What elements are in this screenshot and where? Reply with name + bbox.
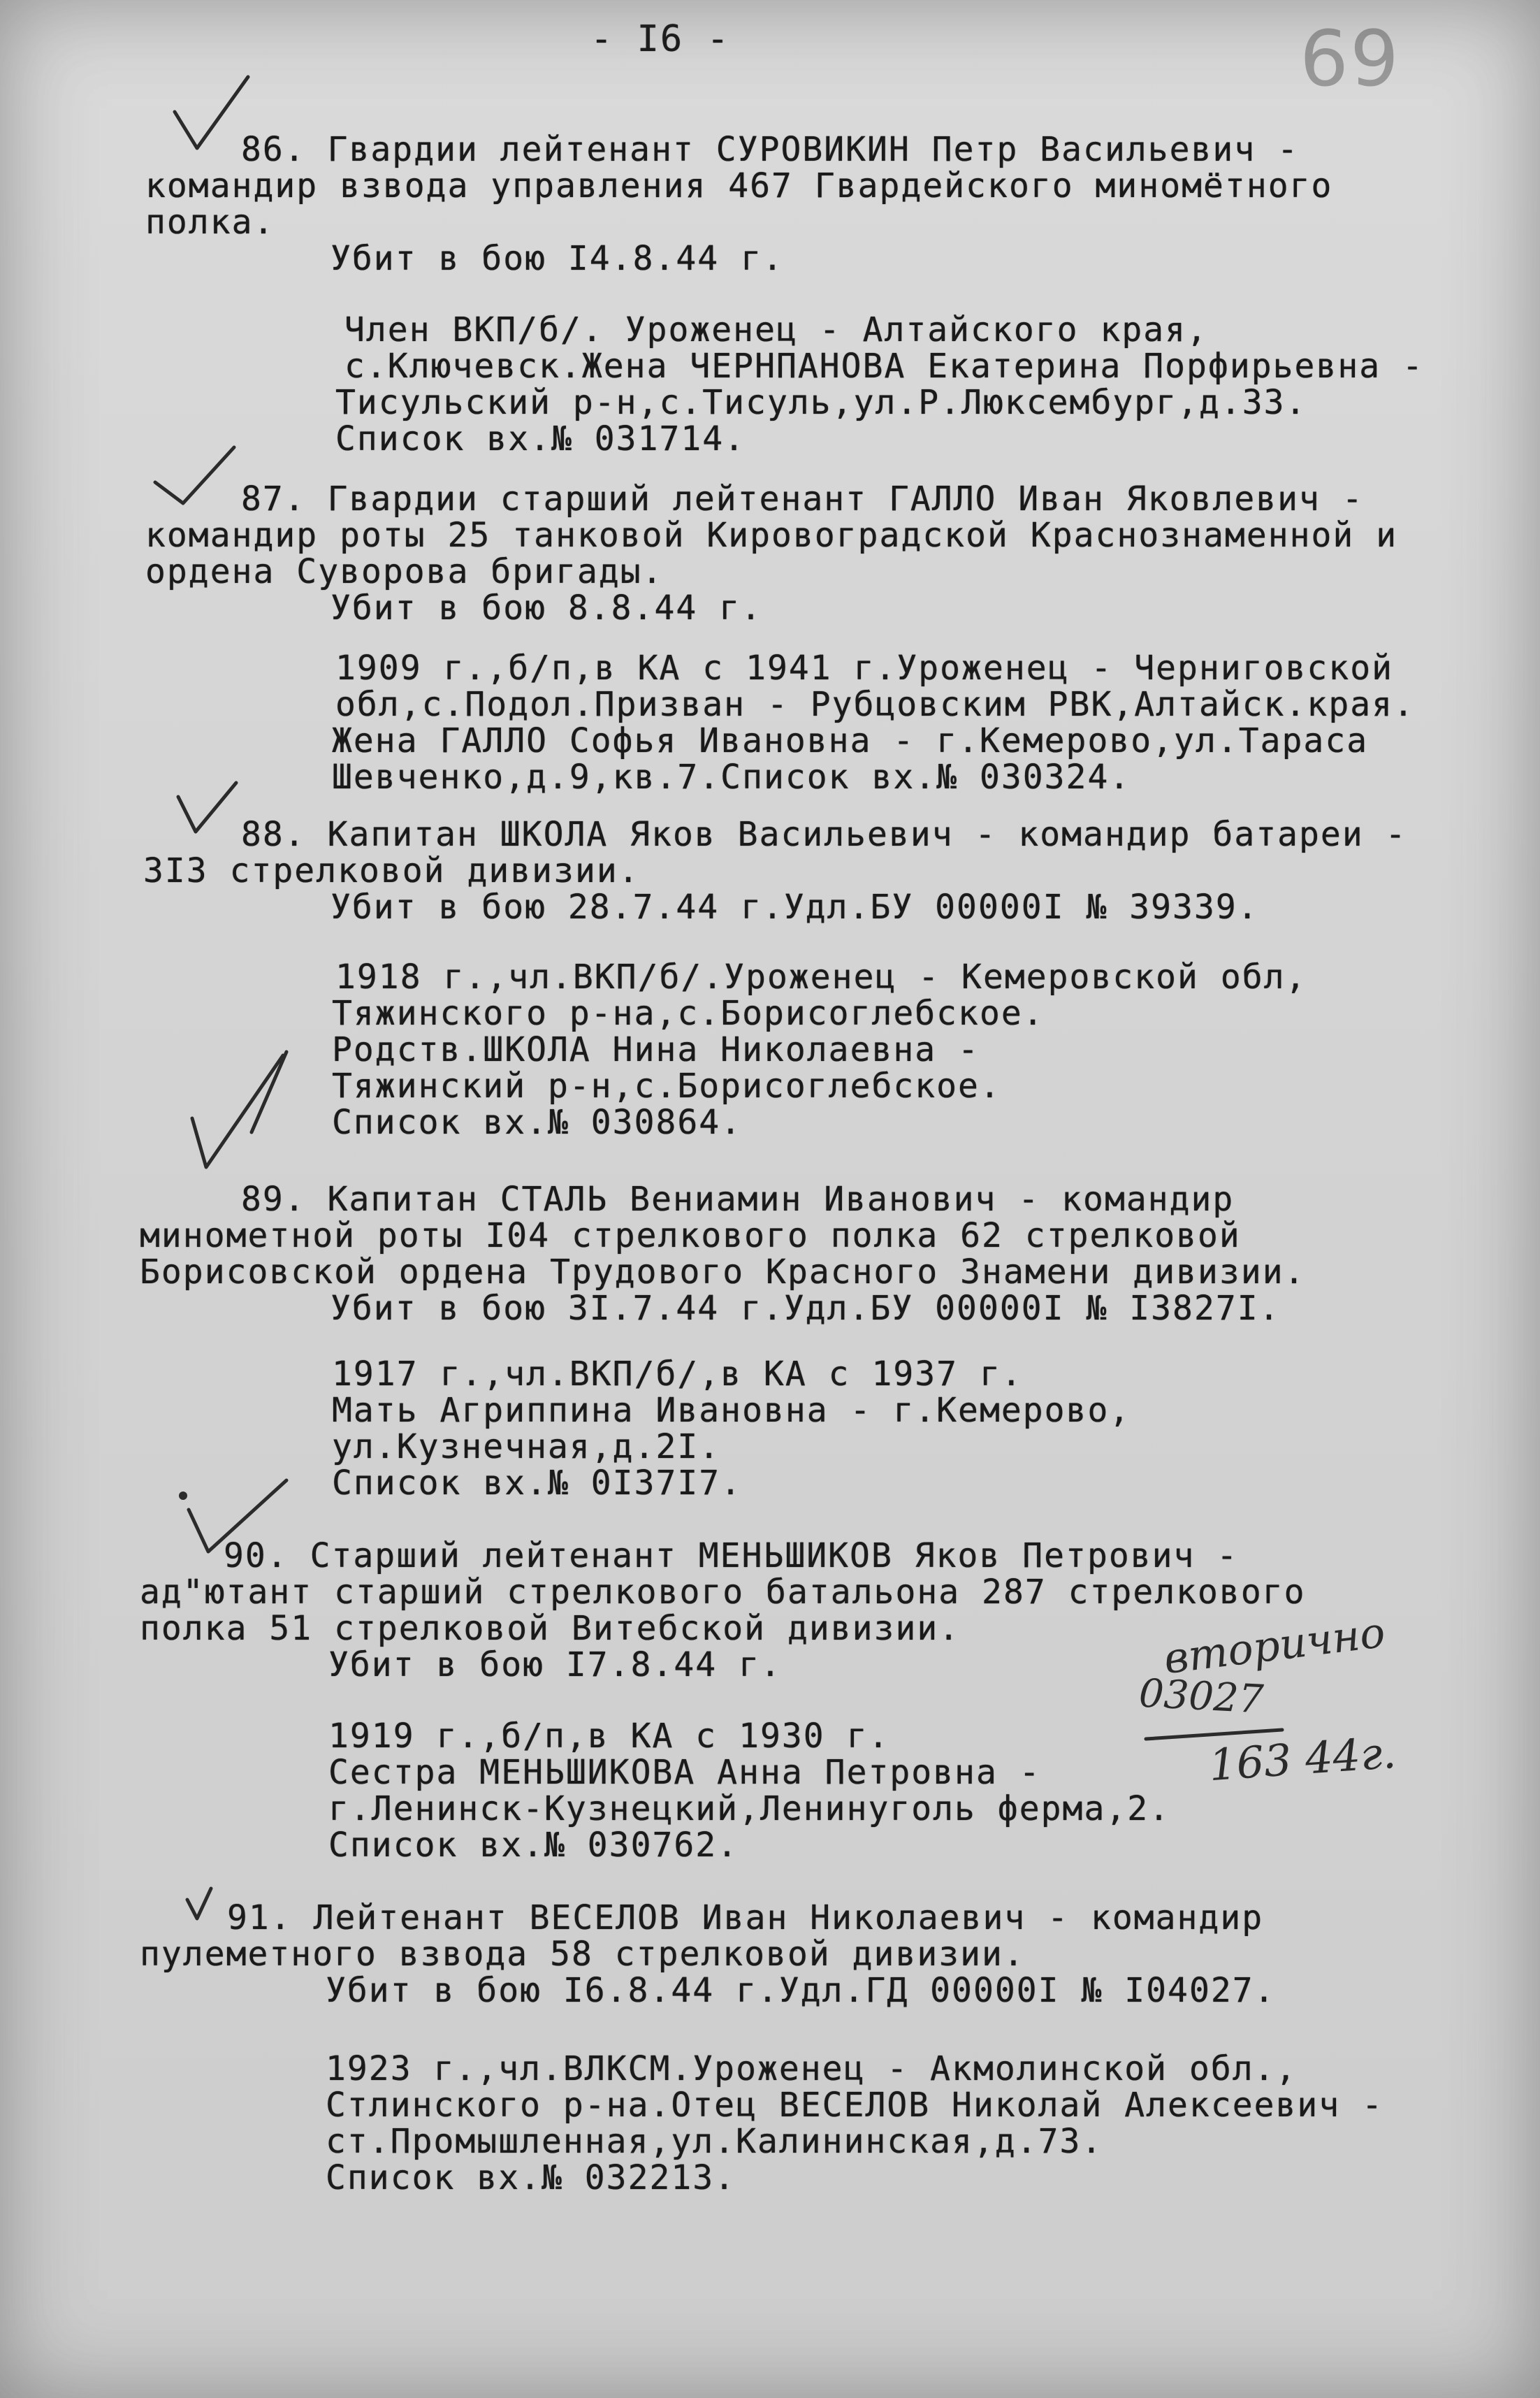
entry-87-line-4: Убит в бою 8.8.44 г. [330,588,762,628]
entry-90-line-7: г.Ленинск-Кузнецкий,Ленинуголь ферма,2. [328,1789,1171,1828]
entry-86-line-8: Список вх.№ 031714. [335,419,746,458]
entry-89-line-5: 1917 г.,чл.ВКП/б/,в КА с 1937 г. [332,1355,1023,1394]
entry-90-line-1: 90. Старший лейтенант МЕНЬШИКОВ Яков Петрович - [224,1536,1239,1575]
entry-89-line-2: минометной роты I04 стрелкового полка 62 стрелковой [140,1216,1241,1255]
entry-88-line-8: Список вх.№ 030864. [332,1103,743,1142]
check-mark-87 [155,447,234,503]
entry-89-line-6: Мать Агриппина Ивановна - г.Кемерово, [332,1391,1131,1430]
entry-91-line-1: 91. Лейтенант ВЕСЕЛОВ Иван Николаевич - командир [227,1898,1264,1937]
entry-89-line-8: Список вх.№ 0I37I7. [332,1464,743,1503]
page-number: - I6 - [590,18,730,60]
entry-87-line-6: обл,с.Подол.Призван - Рубцовским РВК,Алтайск.края. [335,685,1415,724]
archive-page-number: 69 [1300,14,1400,103]
check-mark-86 [175,77,248,148]
entry-90-line-5: 1919 г.,б/п,в КА с 1930 г. [328,1717,890,1756]
entry-87-line-7: Жена ГАЛЛО Софья Ивановна - г.Кемерово,ул.Тараса [332,721,1369,760]
entry-90-line-2: ад"ютант старший стрелкового батальона 287 стрелкового [140,1573,1306,1612]
entry-90-line-6: Сестра МЕНЬШИКОВА Анна Петровна - [328,1753,1041,1792]
check-mark-88 [178,783,236,832]
entry-88-line-5: Тяжинского р-на,с.Борисоглебское. [332,994,1045,1033]
entry-87-line-3: ордена Суворова бригады. [145,552,664,591]
entry-87-line-1: 87. Гвардии старший лейтенант ГАЛЛО Иван Яковлевич - [241,479,1364,519]
entry-88-line-4: 1918 г.,чл.ВКП/б/.Уроженец - Кемеровской обл, [335,958,1307,997]
entry-86-line-2: командир взвода управления 467 Гвардейского миномётного [145,166,1333,205]
handwritten-note-1: вторично [1161,1608,1388,1684]
entry-91-line-3: Убит в бою I6.8.44 г.Удл.ГД 00000I № I04027. [326,1971,1276,2010]
entry-91-line-7: Список вх.№ 032213. [326,2158,736,2197]
ink-dot [179,1491,187,1500]
entry-86-line-5: Член ВКП/б/. Уроженец - Алтайского края, [344,310,1208,349]
entry-89-line-7: ул.Кузнечная,д.2I. [332,1427,721,1466]
entry-87-line-2: командир роты 25 танковой Кировоградской Краснознаменной и [145,516,1398,555]
entry-91-line-2: пулеметного взвода 58 стрелковой дивизии. [140,1935,1025,1974]
entry-87-line-5: 1909 г.,б/п,в КА с 1941 г.Уроженец - Черниговской [335,649,1394,688]
entry-89-line-4: Убит в бою 3I.7.44 г.Удл.БУ 00000I № I3827I. [330,1289,1281,1328]
entry-86-line-1: 86. Гвардии лейтенант СУРОВИКИН Петр Васильевич - [241,130,1300,169]
handwritten-note-3: 163 44г. [1207,1726,1398,1791]
entry-90-line-8: Список вх.№ 030762. [328,1826,739,1865]
check-mark-89 [192,1055,283,1167]
entry-88-line-7: Тяжинский р-н,с.Борисоглебское. [332,1067,1001,1106]
entry-88-line-3: Убит в бою 28.7.44 г.Удл.БУ 00000I № 39339. [330,888,1259,927]
entry-88-line-2: 3I3 стрелковой дивизии. [143,851,640,890]
entry-89-line-1: 89. Капитан СТАЛЬ Вениамин Иванович - командир [241,1180,1235,1219]
note-underline [1146,1730,1282,1739]
entry-86-line-4: Убит в бою I4.8.44 г. [330,239,784,278]
entry-90-line-4: Убит в бою I7.8.44 г. [328,1645,782,1684]
entry-91-line-4: 1923 г.,чл.ВЛКСМ.Уроженец - Акмолинской обл., [326,2049,1298,2088]
entry-86-line-6: с.Ключевск.Жена ЧЕРНПАНОВА Екатерина Порфирьевна - [344,347,1424,386]
entry-91-line-5: Стлинского р-на.Отец ВЕСЕЛОВ Николай Алексеевич - [326,2086,1384,2125]
entry-86-line-7: Тисульский р-н,с.Тисуль,ул.Р.Люксембург,д.33. [335,383,1307,422]
entry-89-line-3: Борисовской ордена Трудового Красного Знамени дивизии. [140,1252,1306,1292]
handwritten-note-2: 03027 [1138,1670,1265,1723]
check-mark-91 [187,1888,211,1919]
entry-86-line-3: полка. [145,203,275,242]
entry-88-line-6: Родств.ШКОЛА Нина Николаевна - [332,1030,980,1069]
entry-88-line-1: 88. Капитан ШКОЛА Яков Васильевич - командир батареи - [241,815,1407,854]
entry-90-line-3: полка 51 стрелковой Витебской дивизии. [140,1609,961,1648]
entry-87-line-8: Шевченко,д.9,кв.7.Список вх.№ 030324. [332,758,1131,797]
check-mark-90 [189,1480,286,1552]
entry-91-line-6: ст.Промышленная,ул.Калининская,д.73. [326,2122,1103,2161]
